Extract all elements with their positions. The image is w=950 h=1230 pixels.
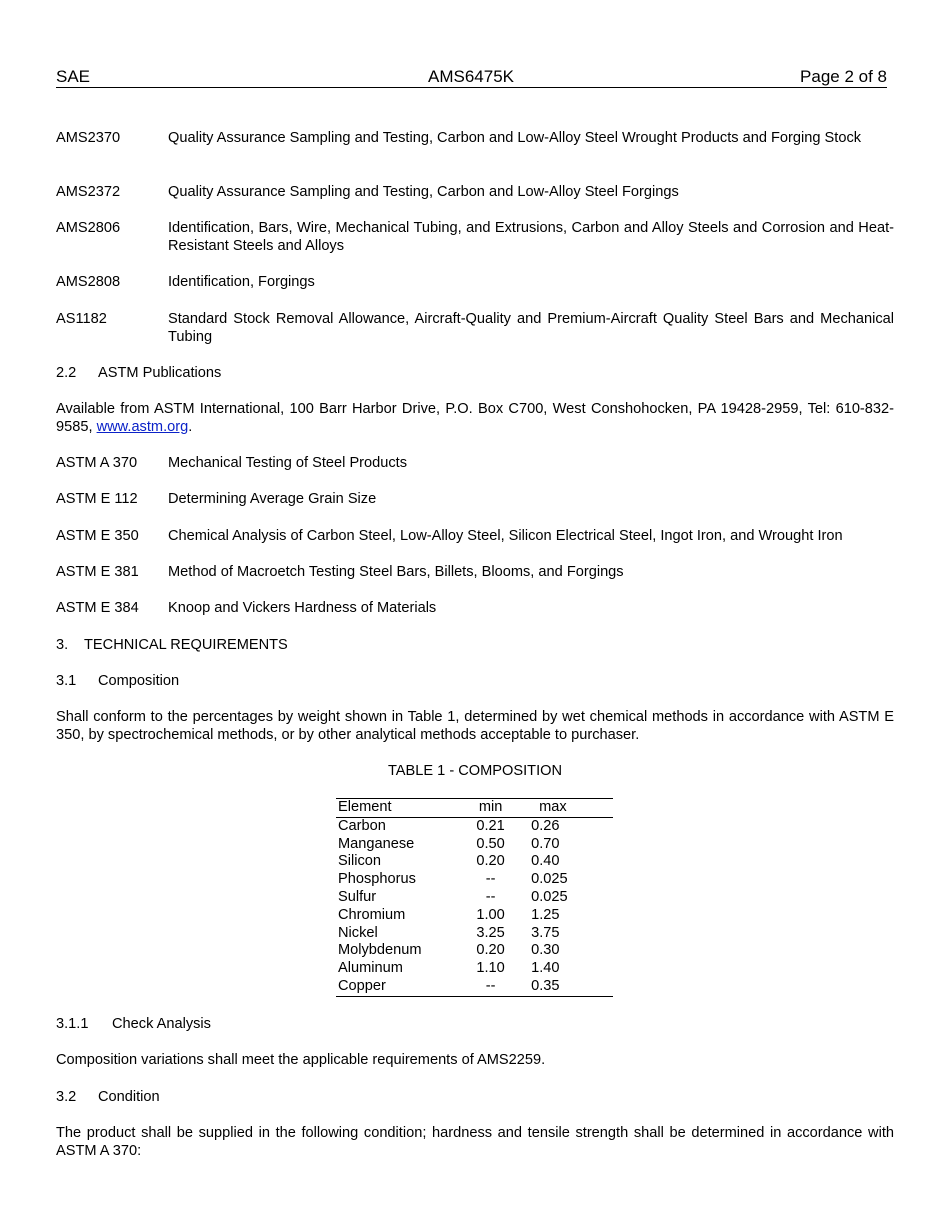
astm-availability-end: . [188, 419, 193, 435]
cell-max: 0.70 [531, 835, 560, 852]
reference-code: AMS2370 [56, 130, 121, 146]
section-heading-3 [56, 636, 894, 654]
cell-element: Aluminum [338, 960, 403, 977]
table-row [336, 942, 613, 960]
reference-code: ASTM E 384 [56, 600, 139, 616]
cell-min: -- [485, 977, 496, 994]
cell-min: 3.25 [476, 924, 505, 941]
cell-max: 1.40 [531, 960, 560, 977]
section-number: 3.2 [56, 1089, 77, 1105]
header-page-number: Page 2 of 8 [800, 67, 887, 86]
section-heading-3-2 [56, 1088, 894, 1106]
table-row [336, 907, 613, 925]
cell-element: Nickel [338, 924, 378, 941]
reference-description: Mechanical Testing of Steel Products [168, 455, 408, 471]
section-heading-3-1-1 [56, 1015, 894, 1033]
column-header-min: min [458, 799, 523, 818]
reference-description: Quality Assurance Sampling and Testing, Carbon and Low-Alloy Steel Wrought Products and Forging Stock [168, 130, 862, 146]
cell-max: 1.25 [531, 906, 560, 923]
cell-element: Chromium [338, 906, 406, 923]
astm-availability-paragraph [56, 400, 894, 436]
cell-max: 0.35 [531, 977, 560, 994]
table-row [336, 853, 613, 871]
reference-description: Quality Assurance Sampling and Testing, Carbon and Low-Alloy Steel Forgings [168, 184, 679, 200]
reference-description: Determining Average Grain Size [168, 491, 377, 507]
section-title: Condition [98, 1089, 160, 1105]
cell-element: Carbon [338, 817, 386, 834]
table-title: TABLE 1 - COMPOSITION [387, 763, 563, 779]
reference-description: Knoop and Vickers Hardness of Materials [168, 600, 437, 616]
cell-element: Sulfur [338, 888, 377, 905]
reference-code: ASTM E 112 [56, 491, 138, 507]
reference-description: Identification, Forgings [168, 274, 315, 290]
section-number: 3.1.1 [56, 1016, 89, 1032]
table-row [336, 889, 613, 907]
page-header [56, 66, 887, 88]
reference-description: Standard Stock Removal Allowance, Aircraft-Quality and Premium-Aircraft Quality Steel Bars and Mechanical Tubing [168, 311, 894, 345]
section-heading-3-1 [56, 672, 894, 690]
cell-element: Phosphorus [338, 871, 416, 888]
section-title: TECHNICAL REQUIREMENTS [84, 637, 288, 653]
cell-min: 1.00 [476, 906, 505, 923]
reference-code: AMS2808 [56, 274, 121, 290]
cell-element: Copper [338, 977, 386, 994]
check-analysis-paragraph: Composition variations shall meet the applicable requirements of AMS2259. [56, 1052, 546, 1068]
astm-availability-text: Available from ASTM International, 100 Barr Harbor Drive, P.O. Box C700, West Conshohocken, PA 19428-2959, Tel: 610-832-9585, [56, 401, 894, 435]
column-header-max: max [523, 799, 613, 818]
table-row [336, 817, 613, 835]
section-title: Check Analysis [112, 1016, 211, 1032]
cell-max: 0.025 [531, 888, 568, 905]
reference-description: Method of Macroetch Testing Steel Bars, Billets, Blooms, and Forgings [168, 564, 624, 580]
table-row [336, 871, 613, 889]
cell-max: 0.30 [531, 942, 560, 959]
reference-code: ASTM E 381 [56, 564, 139, 580]
cell-min: -- [485, 871, 496, 888]
table-header-row [336, 799, 613, 818]
reference-description: Chemical Analysis of Carbon Steel, Low-Alloy Steel, Silicon Electrical Steel, Ingot Iron, and Wrought Iron [168, 528, 843, 544]
cell-max: 0.40 [531, 853, 560, 870]
cell-min: 0.20 [476, 942, 505, 959]
cell-max: 0.025 [531, 871, 568, 888]
reference-code: AMS2806 [56, 220, 121, 236]
astm-website-link[interactable]: www.astm.org [96, 419, 189, 435]
cell-max: 0.26 [531, 817, 560, 834]
cell-element: Silicon [338, 853, 381, 870]
cell-element: Manganese [338, 835, 415, 852]
table-row [336, 960, 613, 978]
condition-paragraph: The product shall be supplied in the following condition; hardness and tensile strength shall be determined in accordance with ASTM A 370: [56, 1125, 894, 1159]
section-number: 3. [56, 637, 69, 653]
section-heading-2-2 [56, 364, 894, 382]
table-row [336, 925, 613, 943]
table-row [336, 978, 613, 996]
section-number: 3.1 [56, 673, 77, 689]
reference-code: ASTM E 350 [56, 528, 139, 544]
column-header-element: Element [336, 799, 458, 818]
cell-min: -- [485, 888, 496, 905]
reference-code: AMS2372 [56, 184, 121, 200]
reference-code: AS1182 [56, 311, 107, 327]
reference-code: ASTM A 370 [56, 455, 138, 471]
cell-min: 0.21 [476, 817, 505, 834]
section-number: 2.2 [56, 365, 77, 381]
cell-min: 0.20 [476, 853, 505, 870]
composition-paragraph: Shall conform to the percentages by weight shown in Table 1, determined by wet chemical methods in accordance with ASTM E 350, by spectrochemical methods, or by other analytical methods acceptable to purchaser. [56, 709, 894, 743]
section-title: Composition [98, 673, 180, 689]
section-title: ASTM Publications [98, 365, 222, 381]
cell-min: 0.50 [476, 835, 505, 852]
composition-table [336, 798, 613, 997]
reference-description: Identification, Bars, Wire, Mechanical Tubing, and Extrusions, Carbon and Alloy Steels and Corrosion and Heat-Resistant Steels and Alloys [168, 220, 894, 254]
header-doc-number: AMS6475K [428, 67, 514, 86]
cell-max: 3.75 [531, 924, 560, 941]
cell-min: 1.10 [476, 960, 505, 977]
cell-element: Molybdenum [338, 942, 422, 959]
header-org: SAE [56, 67, 91, 86]
table-row [336, 836, 613, 854]
